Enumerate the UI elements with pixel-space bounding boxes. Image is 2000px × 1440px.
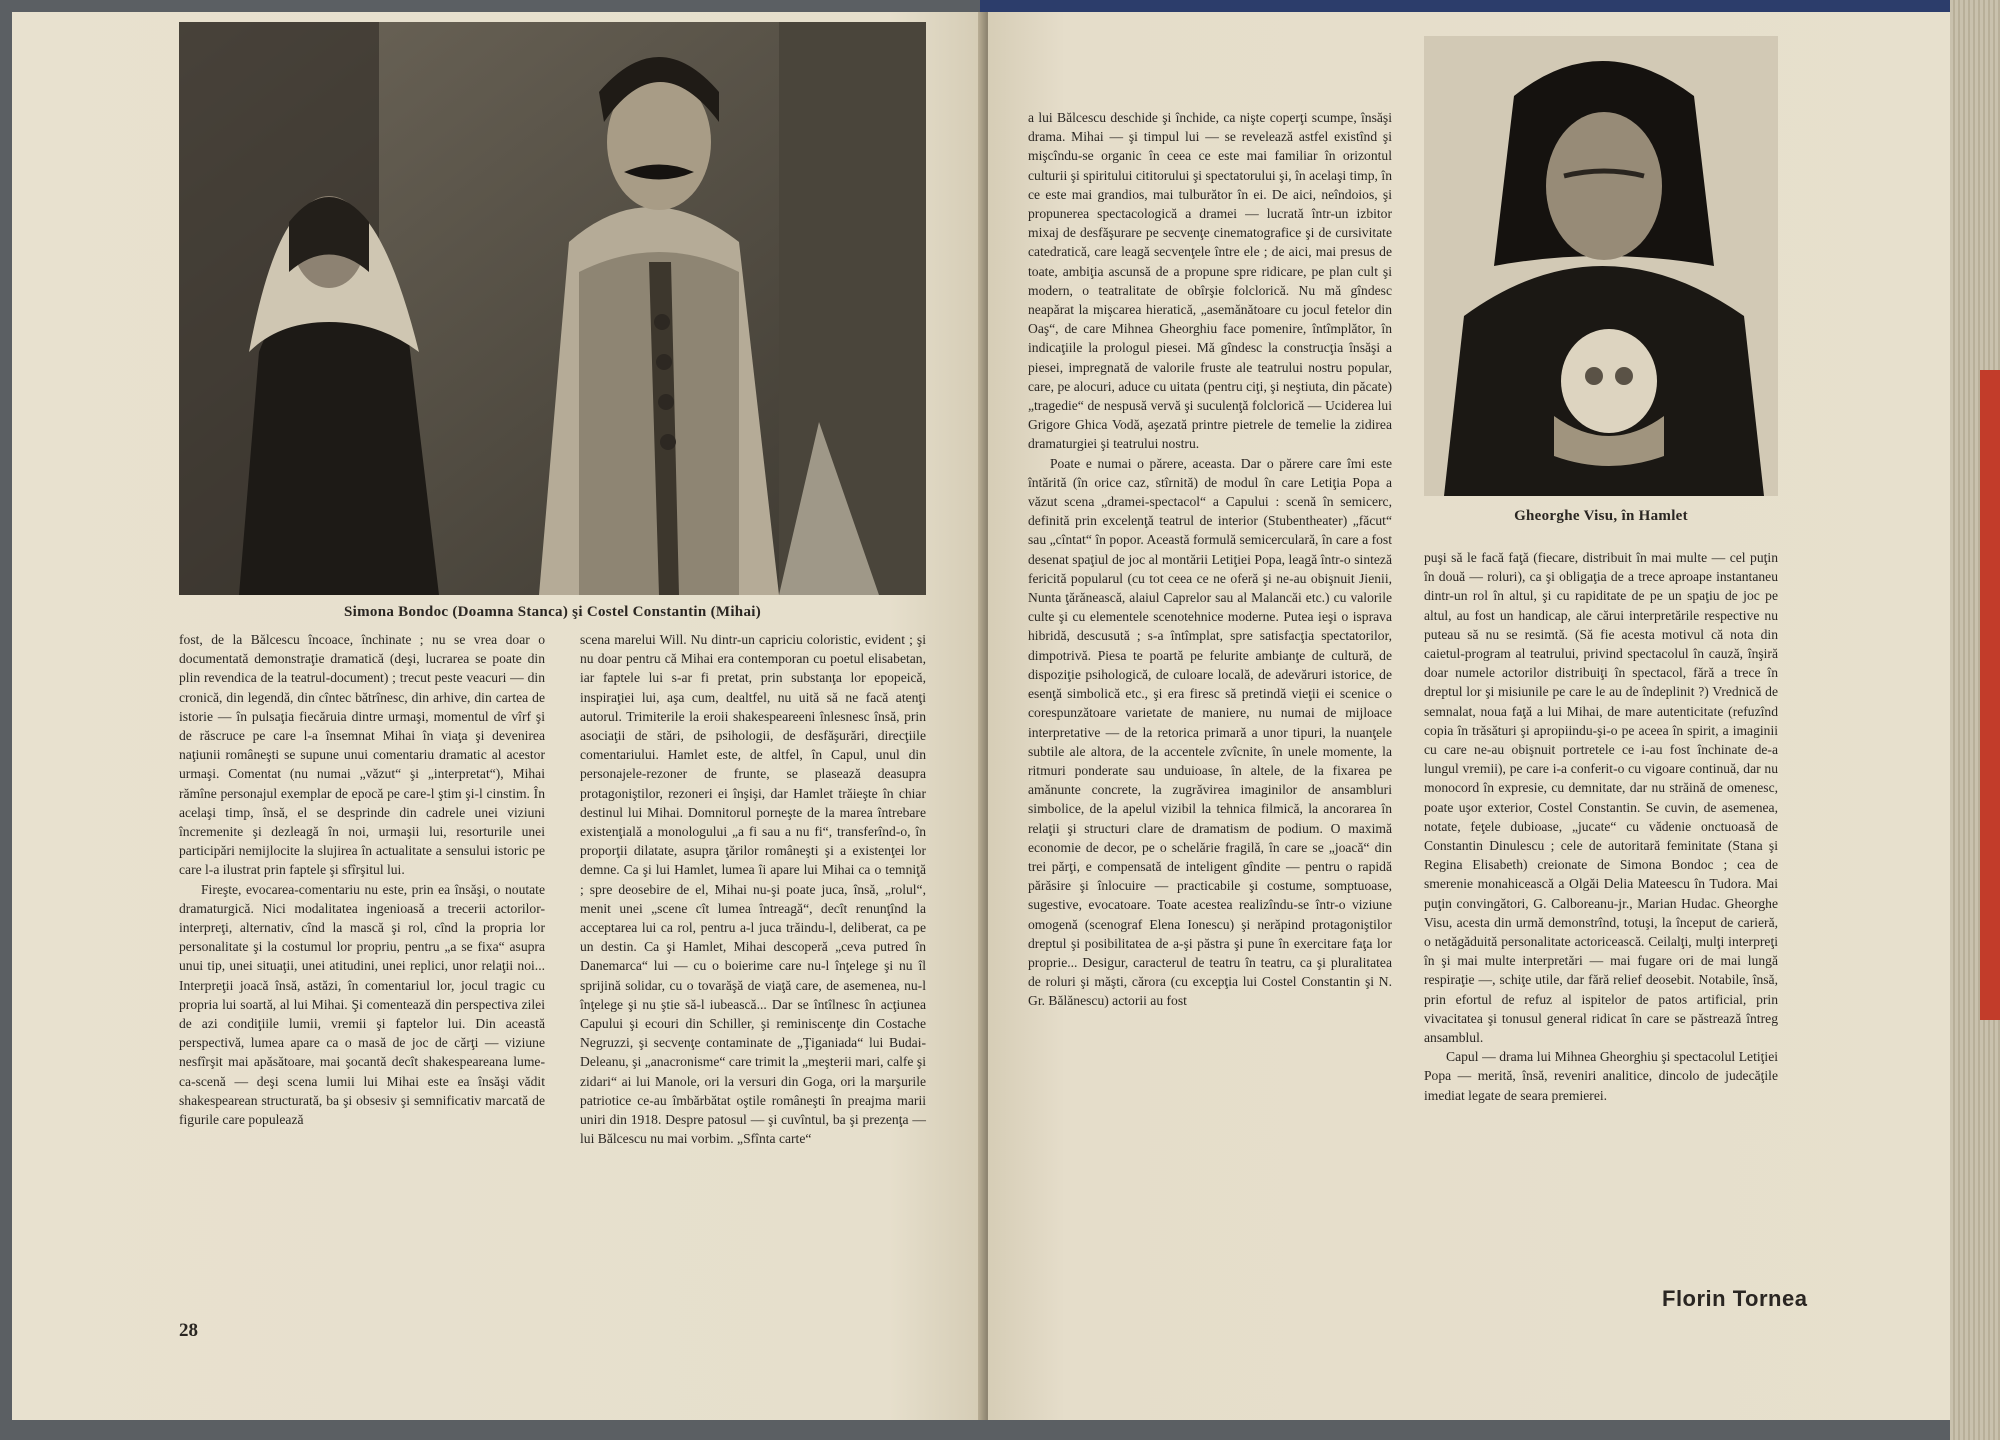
photo-caption-left: Simona Bondoc (Doamna Stanca) şi Costel Constantin (Mihai): [343, 604, 762, 620]
page-number: 28: [179, 1320, 198, 1341]
paragraph: a lui Bălcescu deschide şi închide, ca nişte coperţi scumpe, însăşi drama. Mihai — şi timpul lui — se revelează astfel existînd şi mişcîndu-se organic în ceea ce este mai familiar în orizontul culturii şi spiritului cititorului şi spectatorului şi, în acelaşi timp, în ce este mai grandios, mai tulburător în ei. De aici, neîndoios, şi propunerea spectacologică a dramei — lucrată într-un izbitor mixaj de desfăşurare pe secvenţe cinematografice şi de cursivitate catedratică, care leagă secvenţele între ele ; de aici, mai presus de toate, ambiţia ascunsă de a propune spre ridicare, pe plan cult şi modern, o teatralitate de obîrşie folclorică. Nu mă gîndesc neapărat la mişcarea hieratică, „asemănătoare cu jocul fetelor din Oaş“, de care Mihnea Gheorghiu face pomenire, întîmplător, în indicaţiile la prologul piesei. Mă gîndesc la construcţia însăşi a piesei, impregnată de valorile fruste ale teatrului nostru popular, care, pe alocuri, aduce cu uitata (pentru ciţi, şi neştiuta, din păcate) „tragedie“ de nespusă vervă şi suculenţă folclorică — Uciderea lui Grigore Ghica Vodă, aşezată printre pietrele de temelie la zidirea dramaturgiei şi teatrului nostru.: [1028, 110, 1392, 452]
stage-photo-bondoc-constantin: [179, 22, 926, 595]
paragraph: Poate e numai o părere, aceasta. Dar o părere care îmi este întărită (în orice caz, stîrnită) de modul în care Letiţia Popa a văzut scena „dramei-spectacol“ a Capului : scenă în semicerc, definită prin excelenţă teatrul de interior (Stubentheater) „făcut“ sau „cîntat“ în popor. Această formulă semicerculară, în care a fost desenat spaţiul de joc al montării Letiţiei Popa, leagă într-o sinteză fericită popularul (cu tot ceea ce ne oferă şi ne-au obişnuit Jienii, Nunta ţărănească, alaiul Caprelor sau al Malancăi etc.) cu valorile culte şi cu elementele scenotehnice moderne. Putea ieşi o isprava hibridă, descusută ; s-a întîmplat, spre satisfacţia spectatorilor, dimpotrivă. Piesa te poartă pe felurite ambianţe de cultură, de dispoziţie psihologică, de culoare locală, de adevăruri istorice, de esenţă simbolică etc., şi era firesc să pretindă vieţii ei scenice o corespunzătoare varietate de maniere, nu numai de mijloace interpretative — de la retorica primară a unor tipuri, la nuanţele subtile ale altora, de la accentele zvîcnite, în unele momente, la ritmuri ponderate sau unduioase, în altele, de la fixarea pe amănunte concrete, la zugrăvirea imaginilor de ansambluri simbolice, de la apelul vizibil la tehnica filmică, la ancorarea în relaţii şi structuri clare de dramatism de podium. O maximă economie de decor, pe o schelărie fragilă, în care se „joacă“ din trei părţi, e compensată de inteligent gîndite — pentru o rapidă părăsire şi înlocuire — practicabile şi costume, somptuoase, sugestive, evocatoare. Toate acestea realizîndu-se într-o viziune omogenă (scenograf Elena Ionescu) şi nerăpind protagoniştilor dreptul şi posibilitatea de a-şi păstra şi pune în exercitare faţa lor proprie... Desigur, caracterul de teatru în teatru, ca şi pluralitatea de roluri şi măşti, cărora (cu excepţia lui Costel Constantin şi N. Gr. Bălănescu) actorii au fost: [1028, 455, 1392, 1009]
paragraph: Fireşte, evocarea-comentariu nu este, prin ea însăşi, o noutate dramaturgică. Nici modalitatea ingenioasă a trecerii actorilor-interpreţi, alternativ, cînd la mască şi rol, cînd la propria lor personalitate şi la costumul lor propriu, pentru „a se fixa“ asupra unui tip, unei situaţii, unei atitudini, unei replici, unor relaţii noi... Interpreţii joacă însă, astăzi, în comentariul lor, jocul tragic cu propria lui soartă, al lui Mihai. Şi comentează din perspectiva zilei de azi condiţiile lumii, vremii şi faptelor lui. Din această perspectivă, lumea apare ca o masă de joc de cărţi — viziune nesfîrşit mai apăsătoare, mai şocantă decît shakespeareana lume-ca-scenă — deşi scena lumii lui Mihai este ea însăşi vădit shakespearean structurată, ba şi obsesiv şi semnificativ marcată de figurile care populează: [179, 881, 545, 1128]
right-column-2: [1424, 548, 1778, 1105]
author-signature: Florin Tornea: [1662, 1286, 1808, 1311]
paragraph: scena marelui Will. Nu dintr-un capriciu coloristic, evident ; şi nu doar pentru că Mihai era contemporan cu poetul elisabetan, iar faptele lui s-ar fi pretat, prin substanţa lor epopeică, inspiraţiei lui, aşa cum, dealtfel, nu uită să ne facă atenţi autorul. Trimiterile la eroii shakespeareeni înlesnesc însă, prin asociaţii de stări, de psihologii, de desfăşurări, direcţiile comentariului. Hamlet este, de altfel, în Capul, unul din personajele-rezoner de frunte, se plasează deasupra protagoniştilor, rezoneri ei înşişi, dar Hamlet trăieşte în chiar destinul lui Mihai. Domnitorul porneşte de la marea întrebare existenţială a monologului „a fi sau a nu fi“, transferînd-o, în proporţii dilatate, asupra ţărilor româneşti şi a existenţei lor demne. Ca şi lui Hamlet, lumea îi apare lui Mihai ca o temniţă ; spre deosebire de el, Mihai nu-şi poate juca, însă, „rolul“, menit unei „scene cît lumea întreagă“, decît renunţînd la acceptarea lui ca rol, pentru a-l juca trăindu-l, deliberat, ca pe un destin. Ca şi Hamlet, Mihai descoperă „ceva putred în Danemarca“ lui — cu o boierime care nu-l înţelege şi nu îl sprijină solidar, cu o tovarăşă de viaţă care, de asemenea, nu-l înţelege şi nu ştie să-l iubească... Dar se întîlnesc în acţiunea Capului şi ecouri din Schiller, şi reminiscenţe din Costache Negruzzi, şi secvenţe contaminate de „Ţiganiada“ lui Budai-Deleanu, şi „anacronisme“ care trimit la „meşterii mari, calfe şi zidari“ ai lui Manole, ori la versuri din Goga, ori la marşurile patriotice ce-au îmbărbătat oştile româneşti în preajma marii uniri din 1918. Despre patosul — şi cuvîntul, ba şi prezenţa — lui Bălcescu nu mai vorbim. „Sfînta carte“: [580, 632, 926, 1147]
photo-gheorghe-visu-hamlet: [1424, 36, 1778, 496]
left-column-2: [580, 630, 926, 1148]
right-page: [988, 12, 1950, 1420]
paragraph: Capul — drama lui Mihnea Gheorghiu şi spectacolul Letiţiei Popa — merită, însă, reveniri analitice, dincolo de judecăţile imediat legate de seara premierei.: [1424, 1049, 1778, 1103]
left-page: [12, 12, 986, 1420]
photo-caption-right: Gheorghe Visu, în Hamlet: [1514, 508, 1688, 524]
paragraph: fost, de la Bălcescu încoace, închinate ; nu se vrea doar o documentată demonstraţie dramatică (deşi, lucrarea se poate din plin revendica de la teatrul-document) ; trecut peste veacuri — din cronică, din legendă, din cîntec bătrînesc, din arhive, din cartea de istorie — în pulsaţia fiecăruia dintre urmaşi, momentul de vîrf şi de răscruce pe care l-a însemnat Mihai în viaţa şi devenirea naţiunii româneşti se supune unui comentariu dramatic al acestor urmaşi. Comentat (nu numai „văzut“ şi „interpretat“), Mihai rămîne personajul exemplar de epocă pe care-l ştim şi-l cinstim. În acelaşi timp, însă, el se desprinde din cadrele unei viziuni încremenite şi dezleagă în noi, urmaşii lui, resorturile unei participări nemijlocite la slujirea în actualitate a sensului istoric pe care l-a ilustrat prin faptele şi sfîrşitul lui.: [179, 632, 545, 878]
red-bookmark-tab: [1980, 370, 2000, 1020]
right-column-1: [1028, 108, 1392, 1011]
paragraph: puşi să le facă faţă (fiecare, distribuit în mai multe — cel puţin în două — roluri), ca şi obligaţia de a trece aproape instantaneu dintr-un rol în altul, şi cu rapiditate de pe un spaţiu de joc pe altul, au fost un handicap, ale cărui interpretările respective nu puteau să nu se resimtă. (Să fie acesta motivul că nota din caietul-program al teatrului, privind spectacolul în cauză, înşiră doar numele actorilor distribuiţi în spectacol, fără a trece în dreptul lor şi misiunile pe care le au de îndeplinit ?) Vrednică de semnalat, noua faţă a lui Mihai, de mare autenticitate (refuzînd copia în trăsături şi apropiindu-şi-o pe aceea în spirit, a imaginii cu care ne-au obişnuit portretele ce i-au fost închinate de-a lungul vremii), pe care i-a conferit-o cu vigoare continuă, dar nu monocord în expresie, cu demnitate, dar nu străină de omenesc, poate uşor exterior, Costel Constantin. Se cuvin, de asemenea, notate, feţele dubioase, „jucate“ cu vădenie onctuoasă de Constantin Dinulescu ; cele de autoritară feminitate (Stana şi Regina Elisabeth) creionate de Simona Bondoc ; cea de smerenie monahicească a Olgăi Delia Mateescu în Tudora. Mai puţin convingători, G. Calboreanu-jr., Marian Hudac. Gheorghe Visu, acesta din urmă demonstrînd, totuşi, la început de carieră, o netăgăduită personalitate actoricească. Ceilalţi, mulţi interpreţi în şi mai multe interpretări — mai fugare ori de mai lungă respiraţie —, schiţe utile, dar fără relief deosebit. Notabile, însă, prin efortul de refuz al ispitelor de patos artificial, prin vivacitatea şi tonusul general ridicat în care se păstrează întreg ansamblul.: [1424, 550, 1778, 1046]
left-column-1: [179, 630, 545, 1129]
